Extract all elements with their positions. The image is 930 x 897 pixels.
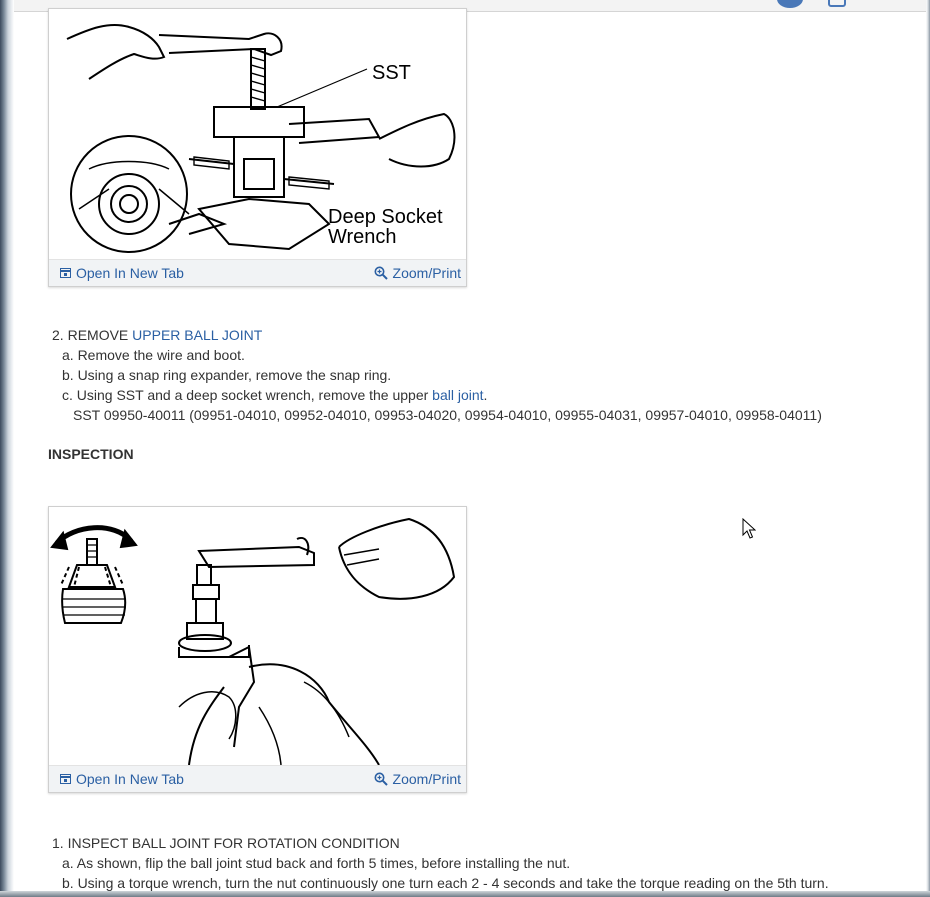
step-prefix: REMOVE bbox=[67, 327, 129, 343]
callout-sst: SST bbox=[372, 62, 411, 84]
open-in-new-tab-link[interactable] bbox=[60, 265, 184, 281]
zoom-print-link[interactable] bbox=[374, 265, 461, 281]
step-2c bbox=[52, 385, 822, 405]
step-number: 2. bbox=[52, 327, 64, 343]
toolbar-square-button[interactable] bbox=[828, 0, 846, 7]
step-1-title: 1. INSPECT BALL JOINT FOR ROTATION CONDITION bbox=[52, 835, 400, 851]
step-2b: b. Using a snap ring expander, remove the snap ring. bbox=[62, 367, 392, 383]
step-2c-end: . bbox=[483, 387, 488, 403]
sst-part-numbers: SST 09950-40011 (09951-04010, 09952-04010, 09953-04020, 09954-04010, 09955-04031, 09957-04010, 09958-04011) bbox=[73, 407, 822, 423]
upper-ball-joint-link[interactable]: UPPER BALL JOINT bbox=[132, 327, 263, 343]
toolbar-circle-button[interactable] bbox=[777, 0, 803, 8]
figure-remove-ball-joint bbox=[48, 8, 467, 287]
figure-inspect-ball-joint bbox=[48, 506, 467, 793]
step-1a: a. As shown, flip the ball joint stud back and forth 5 times, before installing the nut. bbox=[62, 855, 571, 871]
window-frame-bottom bbox=[0, 891, 930, 897]
zoom-icon bbox=[374, 266, 388, 280]
open-in-new-tab-label: Open In New Tab bbox=[76, 771, 184, 787]
callout-wrench: Wrench bbox=[328, 226, 397, 248]
open-in-new-tab-link[interactable] bbox=[60, 771, 184, 787]
open-in-new-tab-label: Open In New Tab bbox=[76, 265, 184, 281]
zoom-icon bbox=[374, 772, 388, 786]
zoom-print-label: Zoom/Print bbox=[392, 265, 461, 281]
figure-footer bbox=[49, 765, 466, 792]
figure-footer bbox=[49, 259, 466, 286]
ball-joint-link[interactable]: ball joint bbox=[432, 387, 484, 403]
step-2a: a. Remove the wire and boot. bbox=[62, 347, 245, 363]
callout-deep-socket: Deep Socket bbox=[328, 206, 443, 228]
ball-joint-inspection-illustration bbox=[49, 507, 464, 765]
step-remove-upper-ball-joint bbox=[52, 325, 822, 425]
new-tab-icon bbox=[60, 268, 71, 278]
window-frame-left bbox=[0, 0, 14, 897]
step-inspect-ball-joint bbox=[52, 833, 829, 893]
zoom-print-link[interactable] bbox=[374, 771, 461, 787]
step-2-title bbox=[52, 325, 822, 345]
step-2c-text: c. Using SST and a deep socket wrench, remove the upper bbox=[62, 387, 429, 403]
ball-joint-removal-illustration bbox=[49, 9, 464, 259]
window-frame-right bbox=[926, 0, 930, 897]
mouse-cursor-icon bbox=[742, 518, 756, 540]
inspection-heading: INSPECTION bbox=[48, 446, 134, 462]
step-1b: b. Using a torque wrench, turn the nut continuously one turn each 2 - 4 seconds and take the torque reading on the 5th turn. bbox=[62, 875, 829, 891]
zoom-print-label: Zoom/Print bbox=[392, 771, 461, 787]
new-tab-icon bbox=[60, 774, 71, 784]
